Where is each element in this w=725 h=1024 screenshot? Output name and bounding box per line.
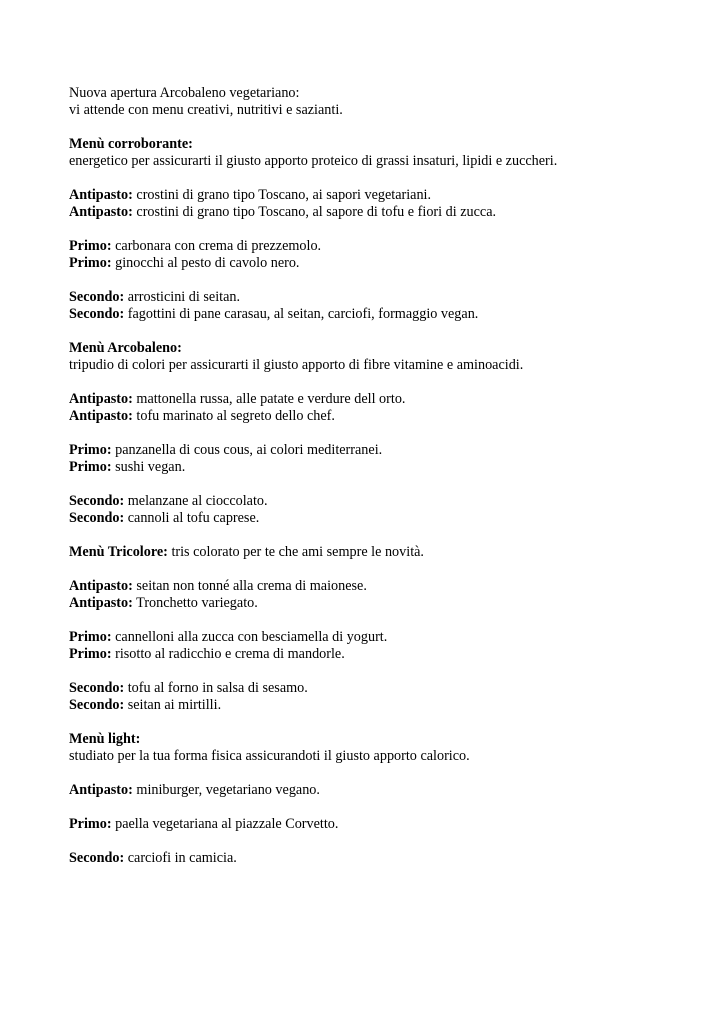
menu-description: energetico per assicurarti il giusto apporto proteico di grassi insaturi, lipidi e zuccheri. (69, 153, 558, 169)
intro-line-1: Nuova apertura Arcobaleno vegetariano: (69, 85, 300, 101)
course-label: Secondo: (69, 850, 125, 866)
course-dish: mattonella russa, alle patate e verdure dell orto. (136, 391, 406, 407)
course-item (69, 782, 689, 799)
course-dish: carciofi in camicia. (127, 850, 237, 866)
document-page (69, 85, 689, 867)
course-label: Primo: (69, 629, 112, 645)
course-dish: crostini di grano tipo Toscano, ai sapori vegetariani. (136, 187, 432, 203)
course-dish: fagottini di pane carasau, al seitan, carciofi, formaggio vegan. (127, 306, 479, 322)
course-dish: risotto al radicchio e crema di mandorle. (115, 646, 345, 662)
course-label: Antipasto: (69, 782, 133, 798)
course-dish: Tronchetto variegato. (136, 595, 258, 611)
course-item (69, 238, 689, 255)
course-dish: crostini di grano tipo Toscano, al sapore di tofu e fiori di zucca. (136, 204, 497, 220)
course-label: Antipasto: (69, 578, 133, 594)
course-item (69, 493, 689, 510)
course-dish: melanzane al cioccolato. (127, 493, 268, 509)
course-dish: seitan ai mirtilli. (127, 697, 222, 713)
course-label: Secondo: (69, 289, 125, 305)
course-dish: ginocchi al pesto di cavolo nero. (115, 255, 300, 271)
course-item (69, 510, 689, 527)
course-label: Antipasto: (69, 391, 133, 407)
course-label: Antipasto: (69, 595, 133, 611)
course-item (69, 816, 689, 833)
course-dish: arrosticini di seitan. (127, 289, 241, 305)
course-item (69, 289, 689, 306)
course-item (69, 629, 689, 646)
course-label: Antipasto: (69, 187, 133, 203)
menu-title: Menù Tricolore: (69, 544, 168, 560)
course-item (69, 391, 689, 408)
course-label: Antipasto: (69, 204, 133, 220)
course-item (69, 255, 689, 272)
course-label: Primo: (69, 646, 112, 662)
course-item (69, 646, 689, 663)
course-dish: miniburger, vegetariano vegano. (136, 782, 320, 798)
intro-line-2: vi attende con menu creativi, nutritivi e sazianti. (69, 102, 343, 118)
menu-heading-inline (69, 544, 689, 561)
course-label: Secondo: (69, 510, 125, 526)
menu-description: tripudio di colori per assicurarti il giusto apporto di fibre vitamine e aminoacidi. (69, 357, 524, 373)
menu-title: Menù Arcobaleno: (69, 340, 182, 356)
course-label: Secondo: (69, 697, 125, 713)
menu-title: Menù corroborante: (69, 136, 193, 152)
course-label: Primo: (69, 238, 112, 254)
course-item (69, 697, 689, 714)
course-item (69, 408, 689, 425)
course-item (69, 204, 689, 221)
course-dish: carbonara con crema di prezzemolo. (115, 238, 322, 254)
course-label: Secondo: (69, 680, 125, 696)
course-dish: tofu marinato al segreto dello chef. (136, 408, 335, 424)
course-item (69, 187, 689, 204)
course-item (69, 595, 689, 612)
menu-description: studiato per la tua forma fisica assicurandoti il giusto apporto calorico. (69, 748, 470, 764)
course-dish: cannoli al tofu caprese. (127, 510, 260, 526)
course-dish: panzanella di cous cous, ai colori mediterranei. (115, 442, 383, 458)
menu-description: tris colorato per te che ami sempre le novità. (171, 544, 424, 560)
course-dish: paella vegetariana al piazzale Corvetto. (115, 816, 339, 832)
course-item (69, 680, 689, 697)
course-dish: tofu al forno in salsa di sesamo. (127, 680, 308, 696)
course-label: Primo: (69, 816, 112, 832)
course-dish: seitan non tonné alla crema di maionese. (136, 578, 367, 594)
course-item (69, 442, 689, 459)
course-dish: sushi vegan. (115, 459, 186, 475)
course-item (69, 306, 689, 323)
course-label: Primo: (69, 459, 112, 475)
course-label: Antipasto: (69, 408, 133, 424)
menu-title: Menù light: (69, 731, 141, 747)
course-label: Secondo: (69, 493, 125, 509)
course-label: Primo: (69, 255, 112, 271)
course-item (69, 850, 689, 867)
course-item (69, 578, 689, 595)
course-item (69, 459, 689, 476)
course-label: Secondo: (69, 306, 125, 322)
course-dish: cannelloni alla zucca con besciamella di yogurt. (115, 629, 388, 645)
course-label: Primo: (69, 442, 112, 458)
